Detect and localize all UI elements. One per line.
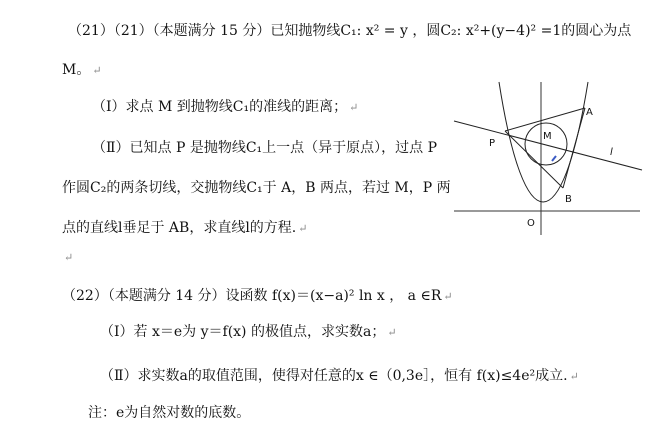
tangent-pa [505, 108, 585, 131]
paragraph-mark-icon: ↵ [387, 326, 397, 339]
paragraph-mark-icon: ↵ [349, 101, 359, 114]
parabola-c1 [499, 82, 588, 202]
p22-part1: （Ⅰ）若 x＝e为 y＝f(x) 的极值点，求实数a； ↵ [100, 324, 397, 340]
p21-line1: （21）（21）（本题满分 15 分）已知抛物线C₁: x² = y ，圆C₂: x²+(y−4)² =1的圆心为点 [68, 23, 632, 39]
circle-c2 [525, 123, 567, 165]
p21-part2-line3: 点的直线l垂足于 AB，求直线l的方程. ↵ [62, 220, 308, 236]
p21-part2-line2: 作圆C₂的两条切线，交抛物线C₁于 A，B 两点，若过 M，P 两 [62, 180, 451, 196]
paragraph-mark-icon: ↵ [64, 251, 74, 264]
label-o: O [527, 218, 535, 229]
label-m: M [543, 131, 552, 142]
label-a: A [586, 107, 593, 118]
p22-line1: （22）（本题满分 14 分）设函数 f(x)＝(x−a)² ln x ， a ∈R ↵ [62, 288, 453, 304]
p21-line2: M。 ↵ [62, 62, 102, 78]
p21-part1: （Ⅰ）求点 M 到抛物线C₁的准线的距离； ↵ [92, 99, 359, 115]
p22-part2: （Ⅱ）求实数a的取值范围，使得对任意的x ∈（0,3e］，恒有 f(x)≤4e²成立. ↵ [100, 368, 579, 384]
p22-note: 注：e为自然对数的底数。 [88, 405, 251, 421]
label-l: l [610, 147, 613, 158]
paragraph-mark-icon: ↵ [298, 222, 308, 235]
paragraph-mark-icon: ↵ [443, 290, 453, 303]
label-p: P [489, 138, 496, 149]
empty-paragraph [62, 247, 73, 268]
geometry-figure [452, 78, 662, 238]
p21-part2-line1: （Ⅱ）已知点 P 是抛物线C₁上一点（异于原点），过点 P [92, 140, 438, 156]
paragraph-mark-icon: ↵ [569, 370, 579, 383]
line-l [454, 121, 642, 170]
paragraph-mark-icon: ↵ [92, 64, 102, 77]
label-b: B [565, 194, 572, 205]
arrow-marker [552, 156, 556, 161]
